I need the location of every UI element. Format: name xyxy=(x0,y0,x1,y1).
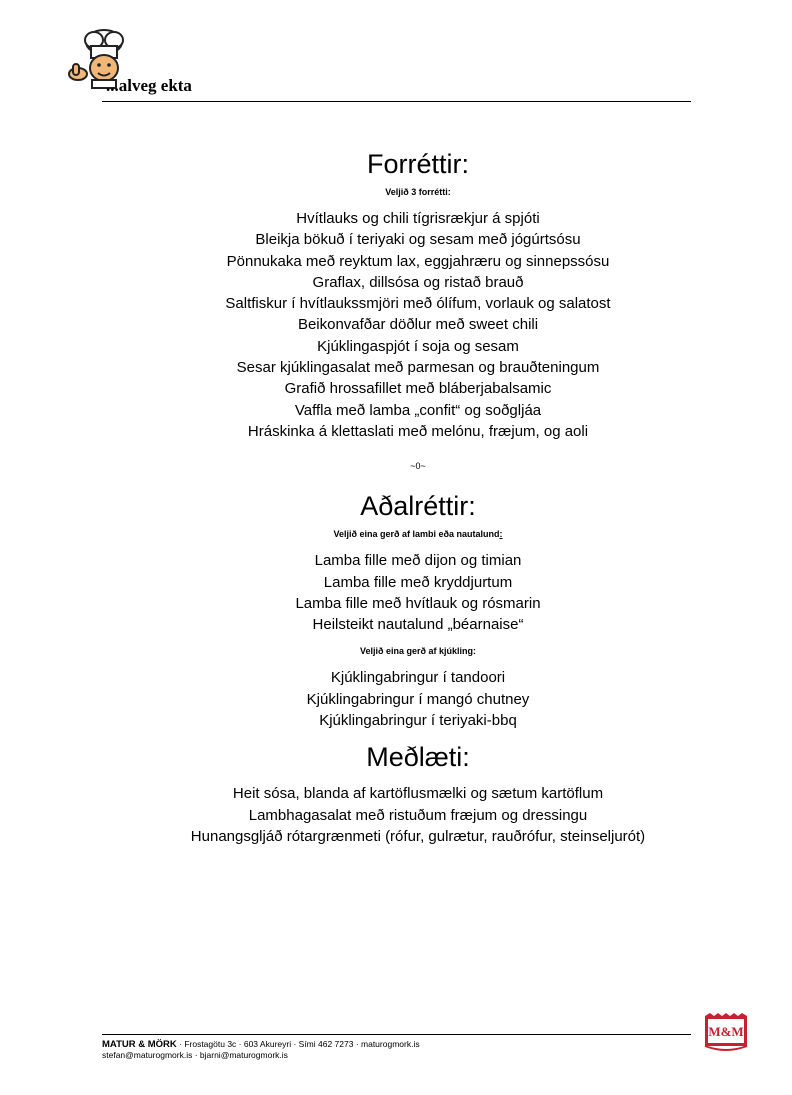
list-item: Lamba fille með kryddjurtum xyxy=(323,573,513,591)
sides-list xyxy=(0,783,792,847)
list-item: Lamba fille með hvítlauk og rósmarin xyxy=(295,594,541,612)
section-separator: ~0~ xyxy=(410,461,426,472)
list-item: Vaffla með lamba „confit“ og soðgljáa xyxy=(294,401,542,419)
chicken-list xyxy=(0,667,792,731)
starters-heading: Forréttir: xyxy=(366,149,469,179)
list-item: Saltfiskur í hvítlaukssmjöri með ólífum, vorlauk og salatost xyxy=(225,295,611,313)
list-item: Pönnukaka með reyktum lax, eggjahræru og sinnepssósu xyxy=(226,252,610,270)
list-item: Hráskinka á klettaslati með melónu, fræjum, og aoli xyxy=(247,422,589,440)
list-item: Heit sósa, blanda af kartöflusmælki og sætum kartöflum xyxy=(232,785,604,803)
list-item: Heilsteikt nautalund „béarnaise“ xyxy=(312,616,524,634)
footer xyxy=(102,1039,420,1061)
mains-heading: Aðalréttir: xyxy=(360,491,476,522)
list-item: Beikonvafðar döðlur með sweet chili xyxy=(297,316,539,334)
company-emails: stefan@maturogmork.is · bjarni@maturogmork.is xyxy=(102,1050,288,1060)
svg-text:M&M: M&M xyxy=(708,1024,744,1039)
list-item: Kjúklingabringur í mangó chutney xyxy=(306,690,530,708)
menu-content xyxy=(0,148,792,847)
list-item: Sesar kjúklingasalat með parmesan og brauðteningum xyxy=(236,359,600,377)
company-name: MATUR & MÖRK xyxy=(102,1039,177,1050)
lamb-list xyxy=(0,550,792,635)
list-item: Graflax, dillsósa og ristað brauð xyxy=(312,273,524,291)
mm-logo-badge xyxy=(702,1012,750,1052)
list-item: Kjúklingabringur í tandoori xyxy=(330,669,506,687)
list-item: Hvítlauks og chili tígrisrækjur á spjóti xyxy=(296,210,540,227)
list-item: Grafið hrossafillet með bláberjabalsamic xyxy=(284,380,552,398)
list-item: Lambhagasalat með ristuðum fræjum og dressingu xyxy=(248,806,588,824)
mains-note-chicken: Veljið eina gerð af kjúkling: xyxy=(359,646,477,657)
company-address: · Frostagötu 3c · 603 Akureyri · Sími 462 7273 · maturogmork.is xyxy=(176,1039,420,1049)
header-rule xyxy=(102,101,691,102)
page-header xyxy=(64,28,694,103)
starters-list xyxy=(0,208,792,442)
list-item: Kjúklingabringur í teriyaki-bbq xyxy=(319,712,517,730)
starters-note: Veljið 3 forrétti: xyxy=(385,187,451,197)
tagline: ...alveg ekta xyxy=(106,76,192,95)
mains-note-lamb: Veljið eina gerð af lambi eða nautalund: xyxy=(333,529,503,540)
sides-heading: Meðlæti: xyxy=(366,742,470,773)
list-item: Hunangsgljáð rótargrænmeti (rófur, gulrætur, rauðrófur, steinseljurót) xyxy=(190,827,646,845)
list-item: Lamba fille með dijon og timian xyxy=(314,552,522,570)
list-item: Kjúklingaspjót í soja og sesam xyxy=(317,337,519,355)
footer-rule xyxy=(102,1034,691,1035)
list-item: Bleikja bökuð í teriyaki og sesam með jógúrtsósu xyxy=(255,231,581,249)
